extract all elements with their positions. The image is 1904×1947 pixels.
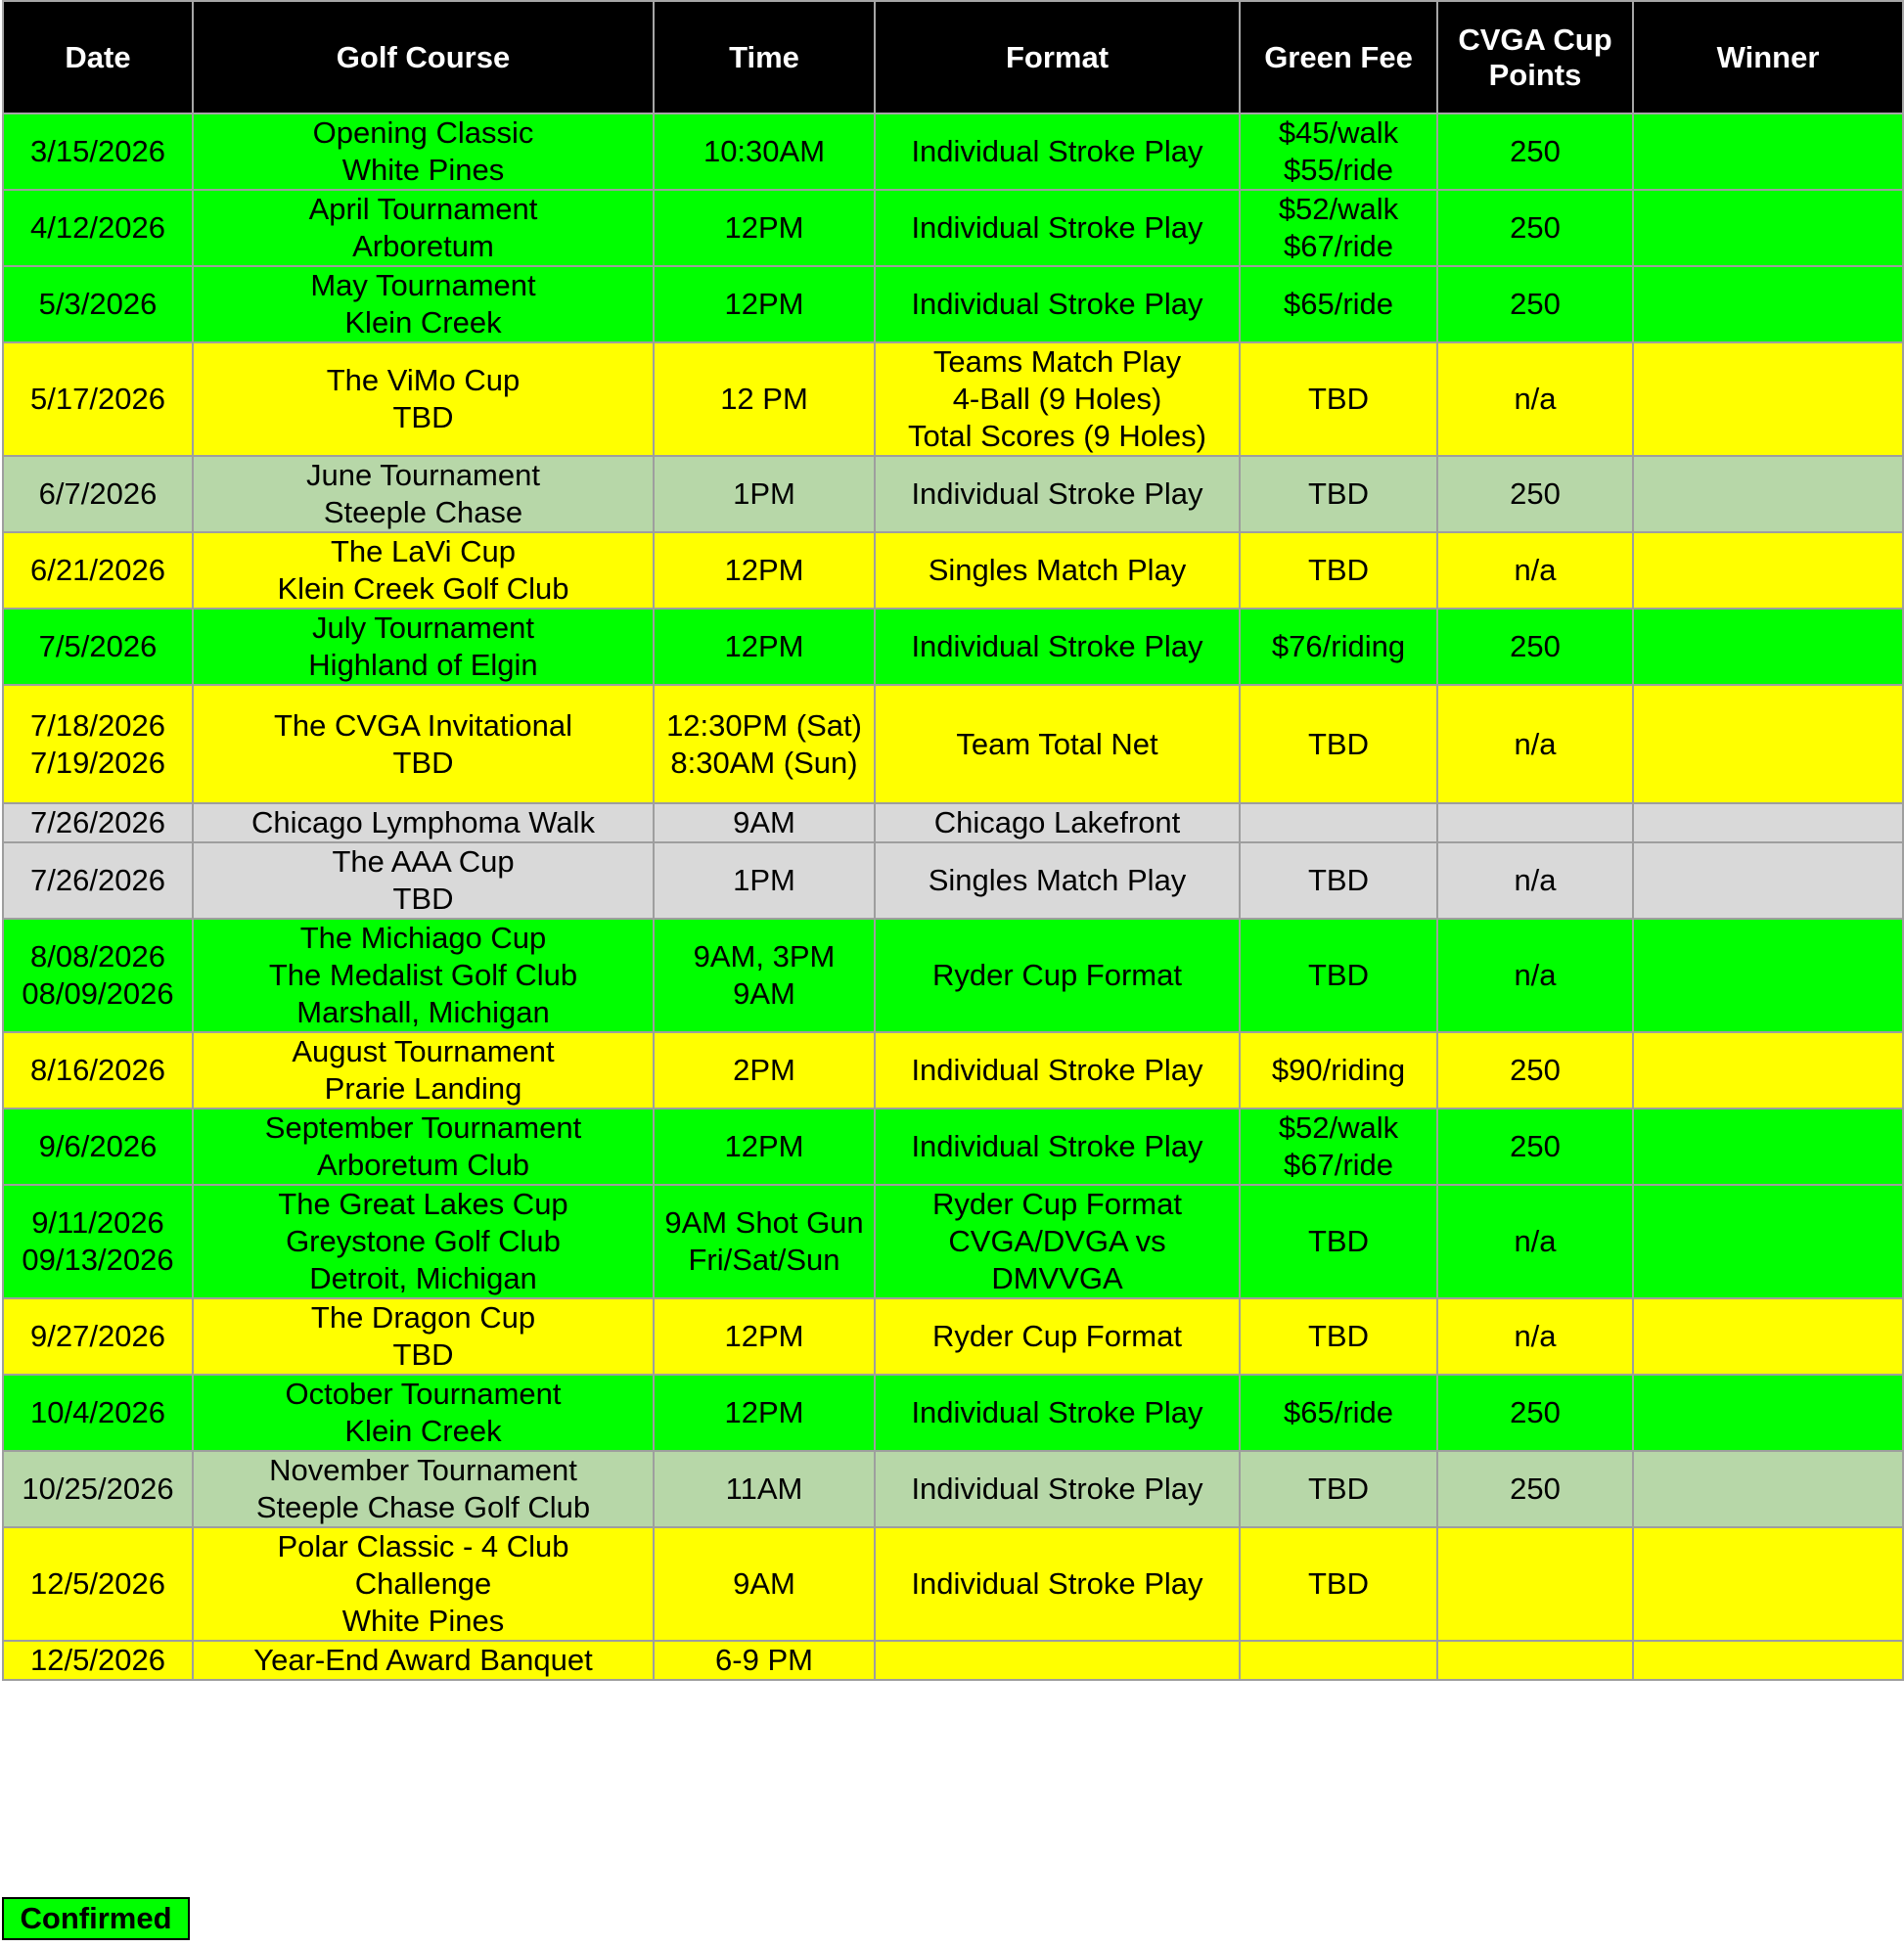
header-row — [3, 1, 1903, 113]
cell-format — [875, 1641, 1240, 1680]
table-row — [3, 1109, 1903, 1185]
cell-date: 12/5/2026 — [3, 1527, 193, 1641]
cell-date: 7/5/2026 — [3, 609, 193, 685]
cell-points — [1437, 803, 1633, 842]
cell-format: Ryder Cup Format — [875, 1298, 1240, 1375]
cell-time: 9AM — [654, 1527, 875, 1641]
cell-time: 1PM — [654, 842, 875, 919]
cell-fee: TBD — [1240, 842, 1437, 919]
cell-fee: $76/riding — [1240, 609, 1437, 685]
cell-date: 8/16/2026 — [3, 1032, 193, 1109]
cell-course: August Tournament Prarie Landing — [193, 1032, 654, 1109]
cell-date: 6/21/2026 — [3, 532, 193, 609]
cell-date: 9/11/2026 09/13/2026 — [3, 1185, 193, 1298]
cell-fee — [1240, 803, 1437, 842]
cell-winner — [1633, 842, 1903, 919]
schedule-table — [2, 0, 1904, 1681]
cell-course: The LaVi Cup Klein Creek Golf Club — [193, 532, 654, 609]
cell-time: 12PM — [654, 609, 875, 685]
table-row — [3, 1298, 1903, 1375]
cell-points: 250 — [1437, 609, 1633, 685]
cell-fee: $45/walk $55/ride — [1240, 113, 1437, 190]
cell-winner — [1633, 113, 1903, 190]
cell-time: 9AM — [654, 803, 875, 842]
cell-points: n/a — [1437, 1185, 1633, 1298]
table-row — [3, 919, 1903, 1032]
cell-time: 9AM Shot Gun Fri/Sat/Sun — [654, 1185, 875, 1298]
cell-points — [1437, 1641, 1633, 1680]
cell-date: 7/26/2026 — [3, 803, 193, 842]
cell-course: September Tournament Arboretum Club — [193, 1109, 654, 1185]
header-date: Date — [3, 1, 193, 113]
cell-course: April Tournament Arboretum — [193, 190, 654, 266]
table-row — [3, 1641, 1903, 1680]
cell-winner — [1633, 1641, 1903, 1680]
table-row — [3, 1527, 1903, 1641]
cell-course: November Tournament Steeple Chase Golf Club — [193, 1451, 654, 1527]
header-time: Time — [654, 1, 875, 113]
cell-points: n/a — [1437, 842, 1633, 919]
cell-points: 250 — [1437, 1375, 1633, 1451]
table-row — [3, 1375, 1903, 1451]
cell-fee: $52/walk $67/ride — [1240, 1109, 1437, 1185]
cell-date: 5/17/2026 — [3, 342, 193, 456]
cell-points: 250 — [1437, 113, 1633, 190]
table-row — [3, 190, 1903, 266]
cell-format: Teams Match Play 4-Ball (9 Holes) Total Scores (9 Holes) — [875, 342, 1240, 456]
cell-format: Individual Stroke Play — [875, 266, 1240, 342]
cell-points: 250 — [1437, 1032, 1633, 1109]
cell-course: The Michiago Cup The Medalist Golf Club Marshall, Michigan — [193, 919, 654, 1032]
header-golf-course: Golf Course — [193, 1, 654, 113]
cell-winner — [1633, 1185, 1903, 1298]
cell-date: 8/08/2026 08/09/2026 — [3, 919, 193, 1032]
cell-points: 250 — [1437, 266, 1633, 342]
cell-format: Individual Stroke Play — [875, 1032, 1240, 1109]
cell-points: n/a — [1437, 1298, 1633, 1375]
cell-winner — [1633, 919, 1903, 1032]
cell-format: Chicago Lakefront — [875, 803, 1240, 842]
cell-format: Team Total Net — [875, 685, 1240, 803]
cell-date: 7/18/2026 7/19/2026 — [3, 685, 193, 803]
cell-format: Individual Stroke Play — [875, 609, 1240, 685]
cell-winner — [1633, 685, 1903, 803]
header-winner: Winner — [1633, 1, 1903, 113]
cell-fee: TBD — [1240, 456, 1437, 532]
cell-course: Opening Classic White Pines — [193, 113, 654, 190]
cell-points: 250 — [1437, 1451, 1633, 1527]
cell-winner — [1633, 1451, 1903, 1527]
cell-course: The Dragon Cup TBD — [193, 1298, 654, 1375]
cell-winner — [1633, 190, 1903, 266]
cell-winner — [1633, 609, 1903, 685]
cell-points: 250 — [1437, 456, 1633, 532]
cell-time: 10:30AM — [654, 113, 875, 190]
cell-format: Individual Stroke Play — [875, 1375, 1240, 1451]
cell-course: Polar Classic - 4 Club Challenge White Pines — [193, 1527, 654, 1641]
cell-time: 12:30PM (Sat) 8:30AM (Sun) — [654, 685, 875, 803]
header-cvga-cup-points: CVGA Cup Points — [1437, 1, 1633, 113]
table-row — [3, 842, 1903, 919]
legend-confirmed: Confirmed — [2, 1897, 190, 1940]
cell-time: 12PM — [654, 1298, 875, 1375]
cell-format: Individual Stroke Play — [875, 113, 1240, 190]
cell-course: October Tournament Klein Creek — [193, 1375, 654, 1451]
cell-points: n/a — [1437, 919, 1633, 1032]
cell-points: 250 — [1437, 1109, 1633, 1185]
cell-time: 6-9 PM — [654, 1641, 875, 1680]
cell-course: The Great Lakes Cup Greystone Golf Club Detroit, Michigan — [193, 1185, 654, 1298]
cell-format: Individual Stroke Play — [875, 1109, 1240, 1185]
cell-fee — [1240, 1641, 1437, 1680]
table-row — [3, 266, 1903, 342]
cell-time: 12 PM — [654, 342, 875, 456]
cell-points: n/a — [1437, 685, 1633, 803]
cell-fee: TBD — [1240, 342, 1437, 456]
table-row — [3, 532, 1903, 609]
cell-format: Individual Stroke Play — [875, 190, 1240, 266]
cell-winner — [1633, 1527, 1903, 1641]
cell-points — [1437, 1527, 1633, 1641]
cell-time: 11AM — [654, 1451, 875, 1527]
cell-winner — [1633, 266, 1903, 342]
cell-fee: TBD — [1240, 1185, 1437, 1298]
cell-format: Ryder Cup Format — [875, 919, 1240, 1032]
cell-course: The ViMo Cup TBD — [193, 342, 654, 456]
cell-fee: $90/riding — [1240, 1032, 1437, 1109]
cell-fee: TBD — [1240, 1527, 1437, 1641]
cell-time: 12PM — [654, 190, 875, 266]
cell-course: Chicago Lymphoma Walk — [193, 803, 654, 842]
cell-winner — [1633, 1109, 1903, 1185]
cell-time: 12PM — [654, 266, 875, 342]
cell-date: 9/27/2026 — [3, 1298, 193, 1375]
cell-time: 1PM — [654, 456, 875, 532]
table-row — [3, 685, 1903, 803]
cell-fee: TBD — [1240, 919, 1437, 1032]
cell-fee: $52/walk $67/ride — [1240, 190, 1437, 266]
cell-time: 9AM, 3PM 9AM — [654, 919, 875, 1032]
cell-winner — [1633, 342, 1903, 456]
cell-fee: TBD — [1240, 685, 1437, 803]
cell-course: Year-End Award Banquet — [193, 1641, 654, 1680]
cell-course: May Tournament Klein Creek — [193, 266, 654, 342]
cell-date: 7/26/2026 — [3, 842, 193, 919]
cell-fee: $65/ride — [1240, 1375, 1437, 1451]
cell-course: The CVGA Invitational TBD — [193, 685, 654, 803]
cell-format: Individual Stroke Play — [875, 1451, 1240, 1527]
cell-winner — [1633, 803, 1903, 842]
cell-format: Singles Match Play — [875, 842, 1240, 919]
cell-time: 12PM — [654, 1109, 875, 1185]
cell-points: n/a — [1437, 532, 1633, 609]
cell-date: 9/6/2026 — [3, 1109, 193, 1185]
table-row — [3, 609, 1903, 685]
cell-date: 5/3/2026 — [3, 266, 193, 342]
cell-date: 4/12/2026 — [3, 190, 193, 266]
table-row — [3, 113, 1903, 190]
table-row — [3, 1185, 1903, 1298]
cell-time: 12PM — [654, 532, 875, 609]
table-row — [3, 1451, 1903, 1527]
header-green-fee: Green Fee — [1240, 1, 1437, 113]
cell-winner — [1633, 1298, 1903, 1375]
cell-fee: TBD — [1240, 1298, 1437, 1375]
cell-date: 12/5/2026 — [3, 1641, 193, 1680]
cell-date: 10/25/2026 — [3, 1451, 193, 1527]
cell-winner — [1633, 456, 1903, 532]
cell-course: The AAA Cup TBD — [193, 842, 654, 919]
table-row — [3, 456, 1903, 532]
cell-course: June Tournament Steeple Chase — [193, 456, 654, 532]
cell-time: 12PM — [654, 1375, 875, 1451]
cell-format: Singles Match Play — [875, 532, 1240, 609]
cell-points: n/a — [1437, 342, 1633, 456]
cell-date: 3/15/2026 — [3, 113, 193, 190]
cell-format: Individual Stroke Play — [875, 456, 1240, 532]
cell-format: Individual Stroke Play — [875, 1527, 1240, 1641]
table-row — [3, 342, 1903, 456]
table-row — [3, 803, 1903, 842]
cell-date: 10/4/2026 — [3, 1375, 193, 1451]
cell-points: 250 — [1437, 190, 1633, 266]
cell-winner — [1633, 532, 1903, 609]
header-format: Format — [875, 1, 1240, 113]
cell-winner — [1633, 1032, 1903, 1109]
cell-fee: TBD — [1240, 1451, 1437, 1527]
cell-format: Ryder Cup Format CVGA/DVGA vs DMVVGA — [875, 1185, 1240, 1298]
cell-winner — [1633, 1375, 1903, 1451]
cell-time: 2PM — [654, 1032, 875, 1109]
cell-fee: TBD — [1240, 532, 1437, 609]
cell-fee: $65/ride — [1240, 266, 1437, 342]
cell-course: July Tournament Highland of Elgin — [193, 609, 654, 685]
cell-date: 6/7/2026 — [3, 456, 193, 532]
table-row — [3, 1032, 1903, 1109]
